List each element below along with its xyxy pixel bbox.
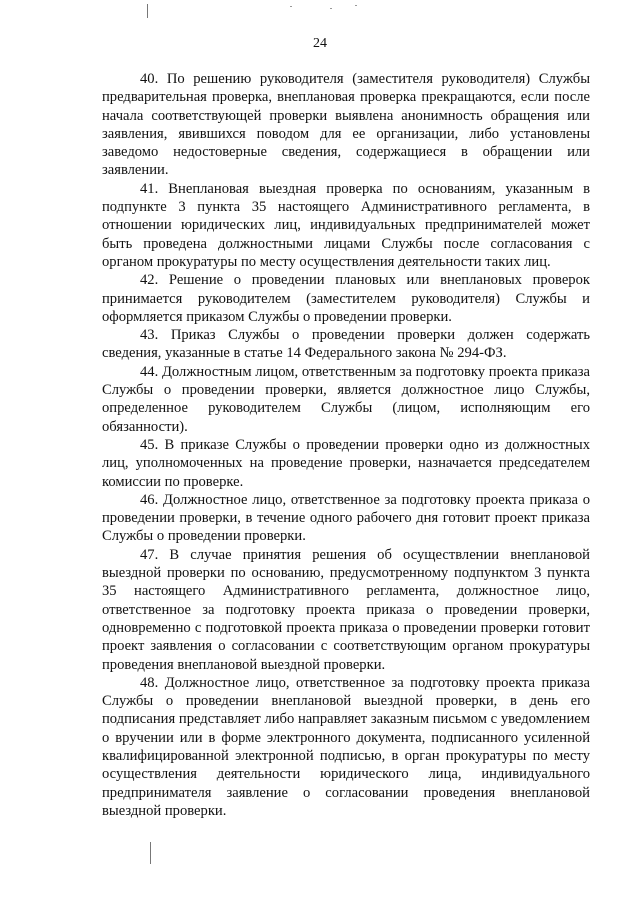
scan-artifact-dot [330, 8, 332, 9]
paragraph-43: 43. Приказ Службы о проведении проверки должен содержать сведения, указанные в статье 14 Федерального закона № 294-ФЗ. [102, 327, 590, 362]
paragraph-44: 44. Должностным лицом, ответственным за подготовку проекта приказа Службы о проведении проверки, является должностное лицо Службы, определенное руководителем Службы (лицом, исполняющим его обязанности). [102, 363, 590, 435]
paragraph-47: 47. В случае принятия решения об осуществлении внеплановой выездной проверки по основанию, предусмотренному подпунктом 3 пункта 35 настоящего Административного регламента, должностное лицо, ответственное за подготовку проекта приказа о проведении проверки, одновременно с подготовкой проекта приказа о проведении проверки готовит проект заявления о согласовании с соответствующим органом прокуратуры проведения внеплановой выездной проверки. [102, 546, 590, 673]
scan-artifact-dot [290, 6, 292, 7]
paragraph-48: 48. Должностное лицо, ответственное за подготовку проекта приказа Службы о проведении внеплановой выездной проверки, в день его подписания представляет либо направляет заказным письмом с уведомлением о вручении или в форме электронного документа, подписанного усиленной квалифицированной электронной подписью, в орган прокуратуры по месту осуществления деятельности юридического лица, индивидуального предпринимателя заявление о согласовании проведения внеплановой выездной проверки. [102, 674, 590, 819]
paragraph-46: 46. Должностное лицо, ответственное за подготовку проекта приказа о проведении проверки, в течение одного рабочего дня готовит проект приказа Службы о проведении проверки. [102, 491, 590, 545]
paragraph-42: 42. Решение о проведении плановых или внеплановых проверок принимается руководителем (заместителем руководителя) Службы и оформляется приказом Службы о проведении проверки. [102, 272, 590, 325]
paragraph-45: 45. В приказе Службы о проведении проверки одно из должностных лиц, уполномоченных на проведение проверки, назначается председателем комиссии по проверке. [102, 436, 590, 490]
paragraph-40: 40. По решению руководителя (заместителя руководителя) Службы предварительная проверка, внеплановая проверка прекращаются, если после начала соответствующей проверки выявлена анонимность обращения или заявления, явившихся поводом для ее организации, либо установлены заведомо недостоверные сведения, содержащиеся в обращении или заявлении. [102, 71, 590, 179]
scan-artifact-bottom [150, 842, 151, 864]
paragraph-41: 41. Внеплановая выездная проверка по основаниям, указанным в подпункте 3 пункта 35 настоящего Административного регламента, в отношении юридических лиц, индивидуальных предпринимателей может быть проведена должностными лицами Службы после согласования с органом прокуратуры по месту осуществления деятельности таких лиц. [102, 180, 590, 270]
page-number: 24 [313, 36, 327, 51]
document-body [102, 70, 590, 820]
scan-artifact-top [147, 4, 148, 18]
scan-artifact-dot [355, 5, 357, 6]
